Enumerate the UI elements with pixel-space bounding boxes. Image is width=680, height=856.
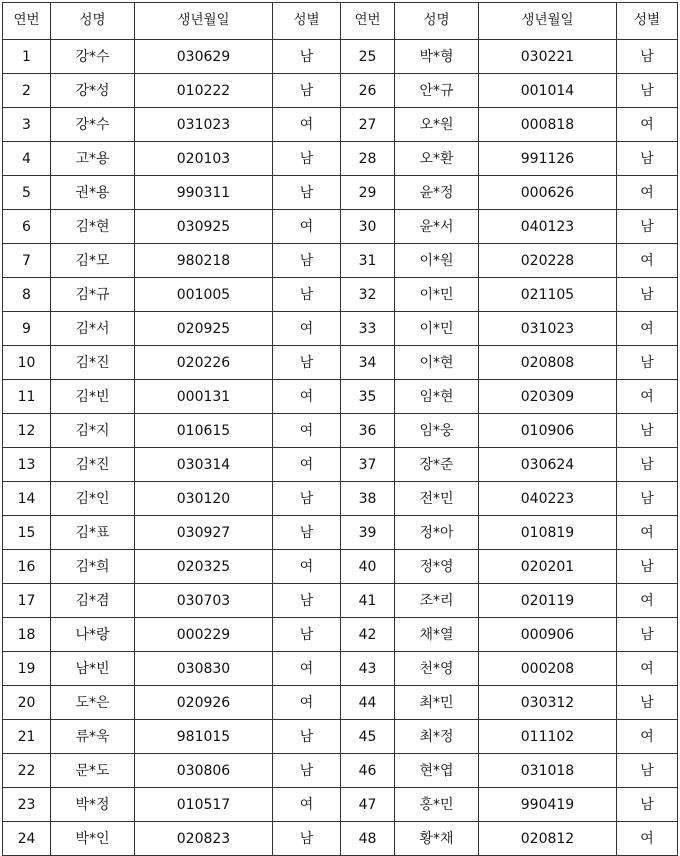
cell-number-left: 12	[3, 414, 51, 448]
cell-birthdate-right: 020812	[479, 822, 617, 856]
cell-number-right: 48	[341, 822, 395, 856]
cell-number-right: 33	[341, 312, 395, 346]
table-row	[3, 210, 678, 244]
cell-sex-right: 남	[617, 414, 678, 448]
cell-birthdate-right: 001014	[479, 74, 617, 108]
cell-sex-left: 남	[273, 176, 341, 210]
cell-sex-left: 여	[273, 652, 341, 686]
cell-number-right: 34	[341, 346, 395, 380]
cell-name-right: 천*영	[395, 652, 479, 686]
cell-birthdate-right: 020228	[479, 244, 617, 278]
cell-birthdate-left: 030703	[135, 584, 273, 618]
cell-number-left: 14	[3, 482, 51, 516]
cell-number-left: 7	[3, 244, 51, 278]
table-row	[3, 278, 678, 312]
cell-name-left: 김*진	[51, 346, 135, 380]
cell-birthdate-right: 031023	[479, 312, 617, 346]
cell-number-left: 1	[3, 40, 51, 74]
cell-number-left: 2	[3, 74, 51, 108]
cell-birthdate-right: 991126	[479, 142, 617, 176]
cell-name-left: 문*도	[51, 754, 135, 788]
cell-birthdate-left: 001005	[135, 278, 273, 312]
cell-sex-right: 여	[617, 244, 678, 278]
cell-name-right: 박*형	[395, 40, 479, 74]
cell-number-left: 24	[3, 822, 51, 856]
cell-sex-left: 남	[273, 74, 341, 108]
cell-sex-right: 남	[617, 40, 678, 74]
table-row	[3, 74, 678, 108]
cell-birthdate-left: 010517	[135, 788, 273, 822]
cell-number-right: 43	[341, 652, 395, 686]
table-row	[3, 312, 678, 346]
cell-name-left: 강*수	[51, 108, 135, 142]
header-name-left: 성명	[51, 3, 135, 40]
cell-name-left: 김*서	[51, 312, 135, 346]
header-number-left: 연번	[3, 3, 51, 40]
cell-sex-right: 남	[617, 346, 678, 380]
cell-name-left: 김*규	[51, 278, 135, 312]
table-row	[3, 346, 678, 380]
cell-name-left: 김*지	[51, 414, 135, 448]
cell-name-right: 최*민	[395, 686, 479, 720]
cell-name-left: 강*수	[51, 40, 135, 74]
cell-birthdate-right: 000626	[479, 176, 617, 210]
cell-sex-right: 남	[617, 448, 678, 482]
cell-name-right: 홍*민	[395, 788, 479, 822]
cell-number-left: 13	[3, 448, 51, 482]
cell-sex-right: 여	[617, 312, 678, 346]
header-sex-left: 성별	[273, 3, 341, 40]
cell-birthdate-left: 030314	[135, 448, 273, 482]
table-row	[3, 788, 678, 822]
table-row	[3, 108, 678, 142]
cell-birthdate-right: 021105	[479, 278, 617, 312]
cell-number-right: 32	[341, 278, 395, 312]
table-row	[3, 618, 678, 652]
cell-name-right: 정*영	[395, 550, 479, 584]
cell-number-right: 29	[341, 176, 395, 210]
cell-sex-right: 여	[617, 720, 678, 754]
cell-sex-left: 남	[273, 822, 341, 856]
table-row	[3, 448, 678, 482]
cell-name-right: 황*채	[395, 822, 479, 856]
cell-number-right: 45	[341, 720, 395, 754]
cell-name-left: 김*빈	[51, 380, 135, 414]
cell-birthdate-left: 010222	[135, 74, 273, 108]
cell-birthdate-left: 020925	[135, 312, 273, 346]
cell-number-left: 15	[3, 516, 51, 550]
table-row	[3, 414, 678, 448]
cell-name-right: 현*엽	[395, 754, 479, 788]
table-row	[3, 822, 678, 856]
cell-birthdate-right: 990419	[479, 788, 617, 822]
cell-sex-right: 남	[617, 210, 678, 244]
cell-sex-left: 여	[273, 788, 341, 822]
table-header	[3, 3, 678, 40]
table-row	[3, 652, 678, 686]
cell-birthdate-right: 020808	[479, 346, 617, 380]
cell-birthdate-right: 000208	[479, 652, 617, 686]
cell-sex-right: 남	[617, 788, 678, 822]
cell-sex-left: 여	[273, 312, 341, 346]
cell-number-right: 27	[341, 108, 395, 142]
cell-birthdate-left: 030629	[135, 40, 273, 74]
cell-sex-left: 남	[273, 142, 341, 176]
cell-sex-left: 여	[273, 550, 341, 584]
cell-sex-right: 여	[617, 380, 678, 414]
cell-birthdate-right: 000818	[479, 108, 617, 142]
cell-number-left: 21	[3, 720, 51, 754]
cell-number-right: 25	[341, 40, 395, 74]
cell-name-right: 안*규	[395, 74, 479, 108]
table-body	[3, 40, 678, 856]
cell-name-right: 임*웅	[395, 414, 479, 448]
header-name-right: 성명	[395, 3, 479, 40]
cell-number-left: 8	[3, 278, 51, 312]
cell-birthdate-left: 030925	[135, 210, 273, 244]
cell-number-right: 37	[341, 448, 395, 482]
cell-birthdate-right: 020119	[479, 584, 617, 618]
cell-birthdate-left: 030806	[135, 754, 273, 788]
cell-birthdate-left: 020103	[135, 142, 273, 176]
cell-name-right: 정*아	[395, 516, 479, 550]
cell-sex-left: 여	[273, 210, 341, 244]
table-row	[3, 754, 678, 788]
cell-birthdate-left: 020823	[135, 822, 273, 856]
cell-name-right: 이*현	[395, 346, 479, 380]
cell-number-right: 41	[341, 584, 395, 618]
cell-birthdate-left: 000229	[135, 618, 273, 652]
cell-number-right: 46	[341, 754, 395, 788]
cell-sex-left: 남	[273, 278, 341, 312]
cell-sex-right: 남	[617, 278, 678, 312]
cell-name-right: 조*리	[395, 584, 479, 618]
table-row	[3, 516, 678, 550]
table-row	[3, 176, 678, 210]
cell-name-right: 윤*서	[395, 210, 479, 244]
cell-name-left: 박*정	[51, 788, 135, 822]
cell-name-right: 최*정	[395, 720, 479, 754]
cell-number-left: 5	[3, 176, 51, 210]
cell-number-right: 26	[341, 74, 395, 108]
cell-number-left: 19	[3, 652, 51, 686]
cell-sex-right: 남	[617, 550, 678, 584]
cell-birthdate-right: 040223	[479, 482, 617, 516]
cell-birthdate-left: 020226	[135, 346, 273, 380]
cell-number-left: 16	[3, 550, 51, 584]
cell-number-right: 39	[341, 516, 395, 550]
cell-name-left: 류*욱	[51, 720, 135, 754]
table-row	[3, 550, 678, 584]
header-birthdate-right: 생년월일	[479, 3, 617, 40]
cell-sex-left: 남	[273, 584, 341, 618]
cell-name-left: 강*성	[51, 74, 135, 108]
cell-sex-left: 여	[273, 686, 341, 720]
cell-number-right: 40	[341, 550, 395, 584]
table-row	[3, 142, 678, 176]
cell-birthdate-left: 020325	[135, 550, 273, 584]
cell-birthdate-right: 011102	[479, 720, 617, 754]
cell-sex-left: 여	[273, 414, 341, 448]
cell-name-left: 도*은	[51, 686, 135, 720]
cell-number-left: 20	[3, 686, 51, 720]
cell-number-left: 10	[3, 346, 51, 380]
cell-sex-right: 남	[617, 74, 678, 108]
cell-number-right: 44	[341, 686, 395, 720]
cell-number-right: 28	[341, 142, 395, 176]
cell-birthdate-right: 020201	[479, 550, 617, 584]
cell-sex-right: 남	[617, 482, 678, 516]
cell-name-right: 임*현	[395, 380, 479, 414]
cell-name-left: 김*모	[51, 244, 135, 278]
cell-birthdate-left: 000131	[135, 380, 273, 414]
cell-number-right: 47	[341, 788, 395, 822]
cell-number-left: 9	[3, 312, 51, 346]
cell-sex-right: 남	[617, 618, 678, 652]
cell-name-left: 권*용	[51, 176, 135, 210]
cell-number-right: 36	[341, 414, 395, 448]
cell-number-left: 23	[3, 788, 51, 822]
cell-number-left: 17	[3, 584, 51, 618]
cell-sex-right: 여	[617, 516, 678, 550]
cell-birthdate-left: 030927	[135, 516, 273, 550]
cell-birthdate-left: 010615	[135, 414, 273, 448]
cell-name-right: 채*열	[395, 618, 479, 652]
cell-birthdate-right: 020309	[479, 380, 617, 414]
cell-birthdate-right: 010906	[479, 414, 617, 448]
cell-name-left: 남*빈	[51, 652, 135, 686]
cell-name-right: 이*민	[395, 312, 479, 346]
cell-sex-left: 여	[273, 380, 341, 414]
cell-sex-left: 남	[273, 40, 341, 74]
cell-name-left: 김*현	[51, 210, 135, 244]
cell-sex-right: 여	[617, 176, 678, 210]
cell-number-left: 3	[3, 108, 51, 142]
cell-birthdate-left: 980218	[135, 244, 273, 278]
cell-sex-left: 남	[273, 720, 341, 754]
header-sex-right: 성별	[617, 3, 678, 40]
cell-name-right: 장*준	[395, 448, 479, 482]
cell-name-left: 김*진	[51, 448, 135, 482]
cell-name-left: 김*희	[51, 550, 135, 584]
cell-birthdate-right: 040123	[479, 210, 617, 244]
cell-name-right: 오*환	[395, 142, 479, 176]
cell-name-right: 오*원	[395, 108, 479, 142]
cell-birthdate-right: 010819	[479, 516, 617, 550]
cell-number-right: 31	[341, 244, 395, 278]
cell-number-right: 42	[341, 618, 395, 652]
cell-birthdate-right: 030221	[479, 40, 617, 74]
cell-number-left: 6	[3, 210, 51, 244]
cell-sex-right: 여	[617, 108, 678, 142]
header-number-right: 연번	[341, 3, 395, 40]
cell-name-right: 윤*정	[395, 176, 479, 210]
cell-birthdate-left: 020926	[135, 686, 273, 720]
cell-sex-right: 여	[617, 822, 678, 856]
cell-number-right: 30	[341, 210, 395, 244]
table-row	[3, 686, 678, 720]
cell-birthdate-right: 031018	[479, 754, 617, 788]
cell-name-left: 김*인	[51, 482, 135, 516]
cell-sex-left: 남	[273, 618, 341, 652]
cell-sex-left: 남	[273, 482, 341, 516]
cell-birthdate-left: 030830	[135, 652, 273, 686]
cell-number-left: 11	[3, 380, 51, 414]
cell-name-left: 고*용	[51, 142, 135, 176]
header-birthdate-left: 생년월일	[135, 3, 273, 40]
cell-number-right: 35	[341, 380, 395, 414]
cell-name-left: 박*인	[51, 822, 135, 856]
table-row	[3, 380, 678, 414]
cell-name-right: 전*민	[395, 482, 479, 516]
cell-sex-left: 여	[273, 448, 341, 482]
cell-number-left: 18	[3, 618, 51, 652]
cell-sex-left: 남	[273, 244, 341, 278]
cell-birthdate-left: 981015	[135, 720, 273, 754]
cell-birthdate-left: 990311	[135, 176, 273, 210]
cell-sex-right: 여	[617, 652, 678, 686]
roster-table	[2, 2, 678, 856]
table-row	[3, 584, 678, 618]
cell-number-right: 38	[341, 482, 395, 516]
cell-sex-left: 남	[273, 754, 341, 788]
cell-name-left: 김*표	[51, 516, 135, 550]
cell-sex-right: 남	[617, 686, 678, 720]
cell-birthdate-right: 000906	[479, 618, 617, 652]
table-row	[3, 720, 678, 754]
cell-birthdate-left: 030120	[135, 482, 273, 516]
cell-sex-left: 남	[273, 516, 341, 550]
cell-name-right: 이*원	[395, 244, 479, 278]
table-row	[3, 40, 678, 74]
cell-number-left: 4	[3, 142, 51, 176]
cell-birthdate-right: 030624	[479, 448, 617, 482]
cell-birthdate-right: 030312	[479, 686, 617, 720]
cell-number-left: 22	[3, 754, 51, 788]
table-row	[3, 244, 678, 278]
header-row	[3, 3, 678, 40]
cell-sex-right: 여	[617, 584, 678, 618]
cell-sex-right: 남	[617, 754, 678, 788]
cell-name-left: 김*겸	[51, 584, 135, 618]
cell-sex-left: 남	[273, 346, 341, 380]
cell-sex-right: 남	[617, 142, 678, 176]
cell-birthdate-left: 031023	[135, 108, 273, 142]
cell-sex-left: 여	[273, 108, 341, 142]
cell-name-left: 나*랑	[51, 618, 135, 652]
cell-name-right: 이*민	[395, 278, 479, 312]
table-row	[3, 482, 678, 516]
